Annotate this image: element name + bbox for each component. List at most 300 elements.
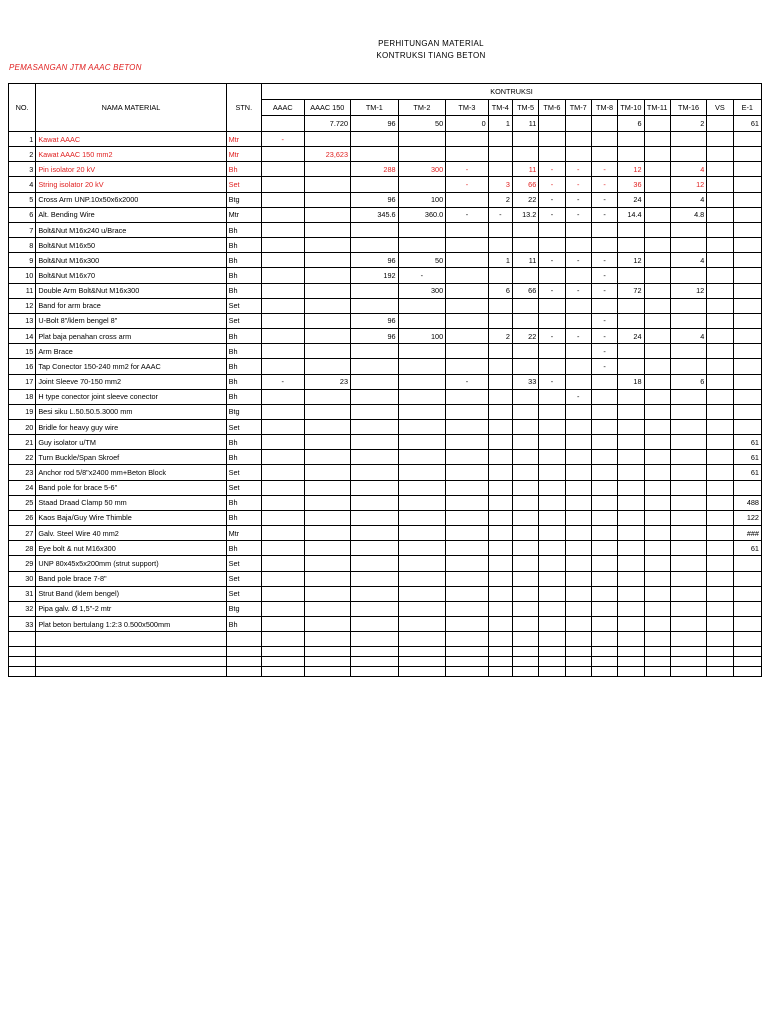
- blank-cell: [304, 657, 351, 667]
- unit-cell: Bh: [226, 435, 261, 450]
- value-cell: 24: [618, 329, 644, 344]
- blank-cell: [670, 657, 706, 667]
- column-header: TM-1: [351, 100, 399, 116]
- value-cell: [488, 617, 512, 632]
- value-cell: [304, 268, 351, 283]
- value-cell: [644, 465, 670, 480]
- value-cell: 96: [351, 253, 399, 268]
- blank-cell: [512, 647, 538, 657]
- value-cell: [351, 177, 399, 192]
- value-cell: 12: [618, 253, 644, 268]
- value-cell: [262, 222, 305, 237]
- material-name: Band pole for brace 5-6": [36, 480, 226, 495]
- value-cell: [446, 192, 489, 207]
- value-cell: [565, 222, 591, 237]
- unit-cell: Btg: [226, 404, 261, 419]
- value-cell: [618, 465, 644, 480]
- value-cell: [304, 571, 351, 586]
- value-cell: [488, 526, 512, 541]
- value-cell: [351, 526, 399, 541]
- value-cell: [351, 374, 399, 389]
- value-cell: -: [591, 268, 617, 283]
- value-cell: [351, 450, 399, 465]
- material-name: Staad Draad Clamp 50 mm: [36, 495, 226, 510]
- column-header: TM-6: [539, 100, 565, 116]
- column-header: TM-8: [591, 100, 617, 116]
- value-cell: [733, 298, 761, 313]
- material-name: Guy isolator u/TM: [36, 435, 226, 450]
- value-cell: [446, 132, 489, 147]
- value-cell: [644, 526, 670, 541]
- header-row-counts: [9, 116, 762, 132]
- value-cell: [565, 526, 591, 541]
- value-cell: [707, 571, 733, 586]
- value-cell: [351, 601, 399, 616]
- value-cell: [262, 495, 305, 510]
- table-row: [9, 495, 762, 510]
- value-cell: [618, 132, 644, 147]
- value-cell: [304, 465, 351, 480]
- value-cell: [398, 435, 446, 450]
- value-cell: 22: [512, 329, 538, 344]
- value-cell: -: [446, 207, 489, 222]
- value-cell: 4: [670, 253, 706, 268]
- value-cell: [446, 298, 489, 313]
- value-cell: [446, 238, 489, 253]
- value-cell: [618, 495, 644, 510]
- material-name: Galv. Steel Wire 40 mm2: [36, 526, 226, 541]
- blank-cell: [226, 647, 261, 657]
- unit-cell: Set: [226, 177, 261, 192]
- row-number: 17: [9, 374, 36, 389]
- row-number: 9: [9, 253, 36, 268]
- value-cell: [618, 344, 644, 359]
- value-cell: -: [446, 177, 489, 192]
- value-cell: [262, 268, 305, 283]
- value-cell: [351, 283, 399, 298]
- blank-cell: [398, 657, 446, 667]
- header-unit-cell: [226, 84, 261, 100]
- value-cell: [707, 238, 733, 253]
- blank-row: [9, 632, 762, 647]
- material-name: Joint Sleeve 70-150 mm2: [36, 374, 226, 389]
- material-name: Kaos Baja/Guy Wire Thimble: [36, 510, 226, 525]
- value-cell: [644, 435, 670, 450]
- value-cell: 14.4: [618, 207, 644, 222]
- material-name: Alt. Bending Wire: [36, 207, 226, 222]
- value-cell: [618, 601, 644, 616]
- value-cell: [539, 435, 565, 450]
- material-name: Bolt&Nut M16x70: [36, 268, 226, 283]
- count-cell: [36, 116, 226, 132]
- value-cell: [618, 617, 644, 632]
- value-cell: [618, 268, 644, 283]
- value-cell: [618, 450, 644, 465]
- blank-cell: [304, 632, 351, 647]
- unit-cell: Mtr: [226, 526, 261, 541]
- value-cell: 23,623: [304, 147, 351, 162]
- blank-cell: [670, 632, 706, 647]
- value-cell: [488, 298, 512, 313]
- value-cell: [591, 601, 617, 616]
- unit-cell: Bh: [226, 389, 261, 404]
- value-cell: [488, 268, 512, 283]
- table-row: [9, 147, 762, 162]
- table-row: [9, 419, 762, 434]
- value-cell: [733, 192, 761, 207]
- material-name: Band for arm brace: [36, 298, 226, 313]
- table-row: [9, 238, 762, 253]
- blank-cell: [36, 632, 226, 647]
- value-cell: [262, 419, 305, 434]
- value-cell: [512, 586, 538, 601]
- blank-cell: [565, 647, 591, 657]
- value-cell: [707, 177, 733, 192]
- value-cell: 300: [398, 162, 446, 177]
- row-number: 2: [9, 147, 36, 162]
- blank-cell: [226, 667, 261, 677]
- blank-cell: [644, 667, 670, 677]
- value-cell: -: [539, 253, 565, 268]
- value-cell: [304, 586, 351, 601]
- value-cell: 11: [512, 253, 538, 268]
- value-cell: [304, 495, 351, 510]
- value-cell: [539, 601, 565, 616]
- value-cell: [707, 617, 733, 632]
- value-cell: [539, 495, 565, 510]
- value-cell: [733, 147, 761, 162]
- value-cell: [644, 510, 670, 525]
- value-cell: [512, 617, 538, 632]
- value-cell: [618, 389, 644, 404]
- row-number: 24: [9, 480, 36, 495]
- table-row: [9, 268, 762, 283]
- material-name: Turn Buckle/Span Skroef: [36, 450, 226, 465]
- value-cell: [707, 419, 733, 434]
- value-cell: [262, 344, 305, 359]
- value-cell: [670, 147, 706, 162]
- blank-cell: [733, 647, 761, 657]
- value-cell: [733, 374, 761, 389]
- value-cell: [733, 132, 761, 147]
- value-cell: [488, 450, 512, 465]
- blank-cell: [539, 632, 565, 647]
- value-cell: 66: [512, 283, 538, 298]
- value-cell: [618, 313, 644, 328]
- value-cell: [618, 298, 644, 313]
- value-cell: [670, 419, 706, 434]
- unit-cell: Set: [226, 586, 261, 601]
- value-cell: [733, 222, 761, 237]
- value-cell: [446, 541, 489, 556]
- value-cell: [644, 480, 670, 495]
- table-row: [9, 222, 762, 237]
- value-cell: [618, 147, 644, 162]
- value-cell: [262, 298, 305, 313]
- table-row: [9, 601, 762, 616]
- value-cell: 2: [488, 329, 512, 344]
- value-cell: [733, 404, 761, 419]
- value-cell: [670, 435, 706, 450]
- value-cell: [591, 419, 617, 434]
- value-cell: [644, 541, 670, 556]
- row-number: 21: [9, 435, 36, 450]
- material-name: Plat beton bertulang 1:2:3 0.500x500mm: [36, 617, 226, 632]
- value-cell: [512, 389, 538, 404]
- value-cell: [304, 526, 351, 541]
- value-cell: [488, 389, 512, 404]
- material-name: Cross Arm UNP.10x50x6x2000: [36, 192, 226, 207]
- value-cell: [565, 480, 591, 495]
- value-cell: [446, 480, 489, 495]
- unit-cell: Bh: [226, 222, 261, 237]
- value-cell: [644, 147, 670, 162]
- table-row: [9, 329, 762, 344]
- table-row: [9, 571, 762, 586]
- value-cell: [262, 192, 305, 207]
- value-cell: [512, 526, 538, 541]
- value-cell: [591, 298, 617, 313]
- value-cell: [707, 207, 733, 222]
- blank-cell: [398, 647, 446, 657]
- value-cell: 33: [512, 374, 538, 389]
- column-header: VS: [707, 100, 733, 116]
- value-cell: -: [565, 253, 591, 268]
- value-cell: 66: [512, 177, 538, 192]
- value-cell: [591, 374, 617, 389]
- value-cell: [512, 268, 538, 283]
- value-cell: [351, 222, 399, 237]
- value-cell: [304, 601, 351, 616]
- value-cell: -: [591, 344, 617, 359]
- unit-cell: Bh: [226, 238, 261, 253]
- value-cell: [539, 359, 565, 374]
- value-cell: 61: [733, 465, 761, 480]
- value-cell: [539, 526, 565, 541]
- value-cell: [488, 404, 512, 419]
- material-name: Bolt&Nut M16x50: [36, 238, 226, 253]
- value-cell: [565, 298, 591, 313]
- value-cell: [304, 480, 351, 495]
- value-cell: [644, 601, 670, 616]
- row-number: 12: [9, 298, 36, 313]
- blank-cell: [733, 667, 761, 677]
- value-cell: [262, 435, 305, 450]
- value-cell: -: [539, 162, 565, 177]
- blank-cell: [707, 667, 733, 677]
- value-cell: -: [539, 283, 565, 298]
- row-number: 19: [9, 404, 36, 419]
- value-cell: [262, 238, 305, 253]
- row-number: 4: [9, 177, 36, 192]
- table-row: [9, 526, 762, 541]
- value-cell: [262, 510, 305, 525]
- value-cell: [565, 268, 591, 283]
- material-name: Bolt&Nut M16x300: [36, 253, 226, 268]
- value-cell: 96: [351, 192, 399, 207]
- value-cell: [733, 207, 761, 222]
- value-cell: [262, 465, 305, 480]
- value-cell: [707, 162, 733, 177]
- value-cell: [565, 601, 591, 616]
- value-cell: [398, 389, 446, 404]
- material-name: Strut Band (klem bengel): [36, 586, 226, 601]
- title-perhitungan: PERHITUNGAN MATERIAL: [378, 39, 484, 48]
- row-number: 28: [9, 541, 36, 556]
- value-cell: [488, 147, 512, 162]
- table-row: [9, 480, 762, 495]
- value-cell: [733, 283, 761, 298]
- blank-cell: [512, 632, 538, 647]
- value-cell: [670, 344, 706, 359]
- title-kontruksi: KONTRUKSI TIANG BETON: [376, 51, 486, 60]
- value-cell: [591, 450, 617, 465]
- row-number: 10: [9, 268, 36, 283]
- value-cell: [539, 571, 565, 586]
- value-cell: [512, 571, 538, 586]
- value-cell: 72: [618, 283, 644, 298]
- value-cell: [446, 389, 489, 404]
- unit-cell: Set: [226, 298, 261, 313]
- value-cell: [670, 510, 706, 525]
- row-number: 22: [9, 450, 36, 465]
- value-cell: [707, 495, 733, 510]
- value-cell: [446, 450, 489, 465]
- value-cell: [262, 329, 305, 344]
- value-cell: [591, 222, 617, 237]
- blank-cell: [733, 632, 761, 647]
- value-cell: [304, 313, 351, 328]
- value-cell: [398, 313, 446, 328]
- value-cell: [262, 177, 305, 192]
- value-cell: [304, 238, 351, 253]
- value-cell: [446, 283, 489, 298]
- table-row: [9, 541, 762, 556]
- value-cell: [644, 374, 670, 389]
- value-cell: [539, 404, 565, 419]
- table-row: [9, 389, 762, 404]
- material-name: U-Bolt 8"/klem bengel 8": [36, 313, 226, 328]
- value-cell: -: [539, 177, 565, 192]
- value-cell: [644, 177, 670, 192]
- value-cell: [304, 253, 351, 268]
- value-cell: -: [591, 253, 617, 268]
- value-cell: [351, 389, 399, 404]
- value-cell: [733, 329, 761, 344]
- value-cell: [398, 541, 446, 556]
- value-cell: [733, 480, 761, 495]
- value-cell: [398, 359, 446, 374]
- value-cell: [304, 329, 351, 344]
- value-cell: [512, 450, 538, 465]
- value-cell: [351, 556, 399, 571]
- material-name: H type conector joint sleeve conector: [36, 389, 226, 404]
- value-cell: 4: [670, 162, 706, 177]
- blank-cell: [36, 657, 226, 667]
- header-no-cell: [9, 84, 36, 100]
- value-cell: [591, 586, 617, 601]
- value-cell: [351, 571, 399, 586]
- value-cell: [262, 571, 305, 586]
- count-cell: [707, 116, 733, 132]
- row-number: 16: [9, 359, 36, 374]
- value-cell: [446, 268, 489, 283]
- value-cell: [733, 238, 761, 253]
- table-row: [9, 465, 762, 480]
- value-cell: [446, 601, 489, 616]
- value-cell: [398, 344, 446, 359]
- blank-cell: [446, 657, 489, 667]
- value-cell: [488, 222, 512, 237]
- blank-cell: [351, 657, 399, 667]
- value-cell: 288: [351, 162, 399, 177]
- blank-cell: [618, 647, 644, 657]
- value-cell: [488, 162, 512, 177]
- value-cell: [351, 541, 399, 556]
- value-cell: [512, 435, 538, 450]
- row-number: 8: [9, 238, 36, 253]
- table-row: [9, 404, 762, 419]
- value-cell: [670, 465, 706, 480]
- value-cell: [446, 359, 489, 374]
- value-cell: [707, 132, 733, 147]
- value-cell: 11: [512, 162, 538, 177]
- row-number: 18: [9, 389, 36, 404]
- value-cell: [262, 389, 305, 404]
- value-cell: [446, 571, 489, 586]
- value-cell: [351, 465, 399, 480]
- value-cell: [618, 238, 644, 253]
- value-cell: [565, 147, 591, 162]
- row-number: 13: [9, 313, 36, 328]
- row-number: 20: [9, 419, 36, 434]
- table-row: [9, 374, 762, 389]
- count-cell: 11: [512, 116, 538, 132]
- value-cell: [398, 526, 446, 541]
- value-cell: [565, 313, 591, 328]
- value-cell: [351, 617, 399, 632]
- value-cell: [591, 571, 617, 586]
- header-row-columns: [9, 100, 762, 116]
- value-cell: 23: [304, 374, 351, 389]
- value-cell: [304, 162, 351, 177]
- value-cell: [644, 207, 670, 222]
- value-cell: [304, 419, 351, 434]
- value-cell: [398, 238, 446, 253]
- value-cell: [707, 329, 733, 344]
- table-row: [9, 253, 762, 268]
- value-cell: 12: [670, 283, 706, 298]
- blank-cell: [539, 647, 565, 657]
- value-cell: [351, 404, 399, 419]
- value-cell: [707, 510, 733, 525]
- value-cell: [733, 571, 761, 586]
- value-cell: [733, 389, 761, 404]
- unit-cell: Set: [226, 419, 261, 434]
- value-cell: -: [398, 268, 446, 283]
- value-cell: [351, 419, 399, 434]
- blank-cell: [670, 667, 706, 677]
- column-header: TM-2: [398, 100, 446, 116]
- value-cell: 24: [618, 192, 644, 207]
- value-cell: [733, 601, 761, 616]
- value-cell: [591, 404, 617, 419]
- blank-cell: [618, 667, 644, 677]
- row-number: 3: [9, 162, 36, 177]
- blank-cell: [304, 647, 351, 657]
- table-row: [9, 132, 762, 147]
- value-cell: [707, 586, 733, 601]
